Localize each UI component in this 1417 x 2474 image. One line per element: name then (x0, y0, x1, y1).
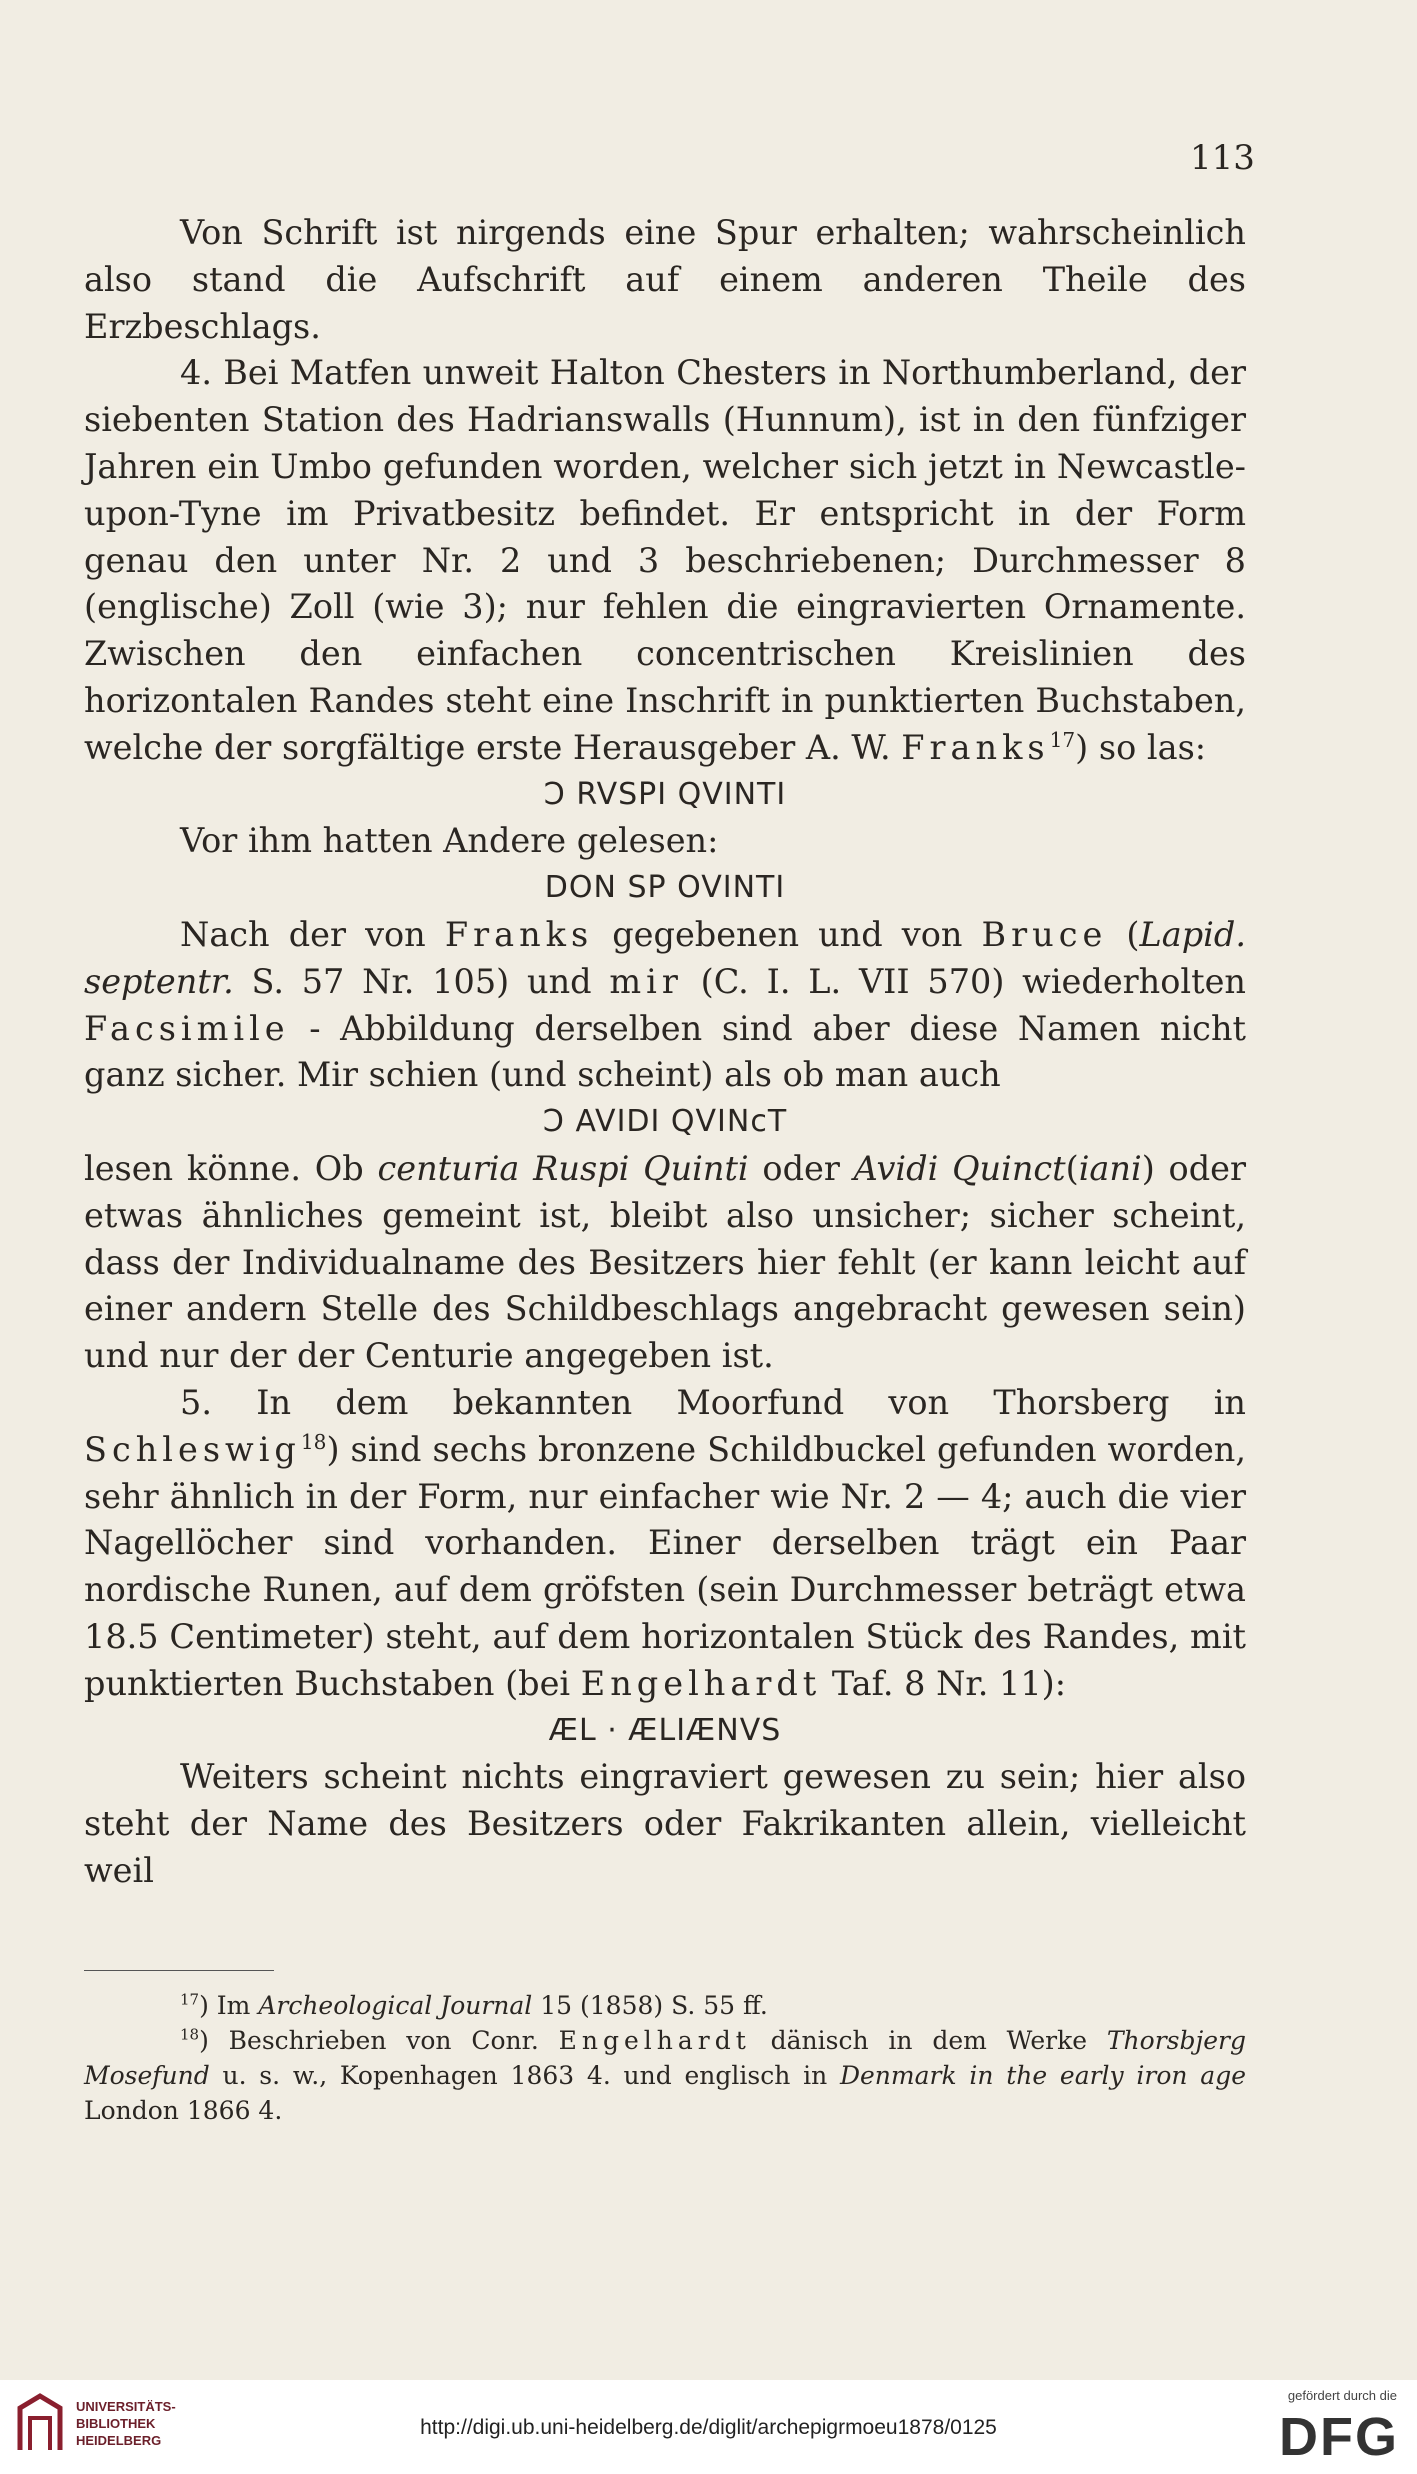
library-name: UNIVERSITÄTS- BIBLIOTHEK HEIDELBERG (76, 2399, 176, 2448)
footnotes (84, 1988, 1246, 2128)
source-url-link[interactable]: http://digi.ub.uni-heidelberg.de/diglit/archepigrmoeu1878/0125 (420, 2416, 997, 2439)
footnote-rule (84, 1970, 274, 1971)
inscription-2: DON SP OVINTI (544, 870, 786, 906)
inscription-1: Ↄ RVSPI QVINTI (543, 776, 787, 812)
dfg-logo[interactable]: DFG (1279, 2407, 1399, 2467)
paragraph-3: Vor ihm hatten Andere gelesen: (180, 821, 719, 861)
inscription-4: ÆL · ÆLIÆNVS (548, 1712, 782, 1748)
paragraph-1: Von Schrift ist nirgends eine Spur erhalten; wahrscheinlich also stand die Aufschrift auf einem anderen Theile des Erzbeschlags. (84, 213, 1246, 346)
page-number: 113 (1190, 138, 1255, 178)
paragraph-6: 5. In dem bekannten Moorfund von Thorsberg in Schleswig$^{18}$) sind sechs bronzene Schildbuckel gefunden worden, sehr ähnlich in der Form, nur einfacher wie Nr. 2 — 4; auch die vier Nagellöcher sind vorhanden. Einer derselben trägt ein Paar nordische Runen, auf dem gröfsten (sein Durchmesser beträgt etwa 18.5 Centimeter) steht, auf dem horizontalen Stück des Randes, mit punktierten Buchstaben (bei Engelhardt Taf. 8 Nr. 11): (84, 1382, 1246, 1703)
paragraph-4: Nach der von Franks gegebenen und von Bruce (Lapid. septentr. S. 57 Nr. 105) und mir (C. I. L. VII 570) wiederholten Facsimile - Abbildung derselben sind aber diese Namen nicht ganz sicher. Mir schien (und scheint) als ob man auch (84, 914, 1246, 1095)
paragraph-5: lesen könne. Ob centuria Ruspi Quinti oder Avidi Quinct(iani) oder etwas ähnliches gemeint ist, bleibt also unsicher; sicher scheint, dass der Individualname des Besitzers hier fehlt (er kann leicht auf einer andern Stelle des Schildbeschlags angebracht gewesen sein) und nur der der Centurie angegeben ist. (84, 1148, 1247, 1376)
paragraph-7: Weiters scheint nichts eingraviert gewesen zu sein; hier also steht der Name des Besitzers oder Fakrikanten allein, vielleicht weil (84, 1757, 1246, 1890)
footnote-17: $^{17}$) Im Archeological Journal 15 (1858) S. 55 ff. (180, 1990, 768, 2020)
footnote-18: $^{18}$) Beschrieben von Conr. Engelhardt dänisch in dem Werke Thorsbjerg Mosefund u. s. w., Kopenhagen 1863 4. und englisch in Denmark in the early iron age London 1866 4. (84, 2025, 1246, 2125)
inscription-3: Ↄ AVIDI QVINcT (542, 1104, 788, 1140)
main-text (84, 210, 1246, 1895)
funded-by-label: gefördert durch die (1287, 2388, 1397, 2403)
paragraph-2: 4. Bei Matfen unweit Halton Chesters in Northumberland, der siebenten Station des Hadrianswalls (Hunnum), ist in den fünfziger Jahren ein Umbo gefunden worden, welcher sich jetzt in Newcastle-upon-Tyne im Privatbesitz befindet. Er entspricht in der Form genau den unter Nr. 2 und 3 beschriebenen; Durchmesser 8 (englische) Zoll (wie 3); nur fehlen die eingravierten Ornamente. Zwischen den einfachen concentrischen Kreislinien des horizontalen Randes steht eine Inschrift in punktierten Buchstaben, welche der sorgfältige erste Herausgeber A. W. Franks$^{17}$) so las: (84, 353, 1246, 767)
